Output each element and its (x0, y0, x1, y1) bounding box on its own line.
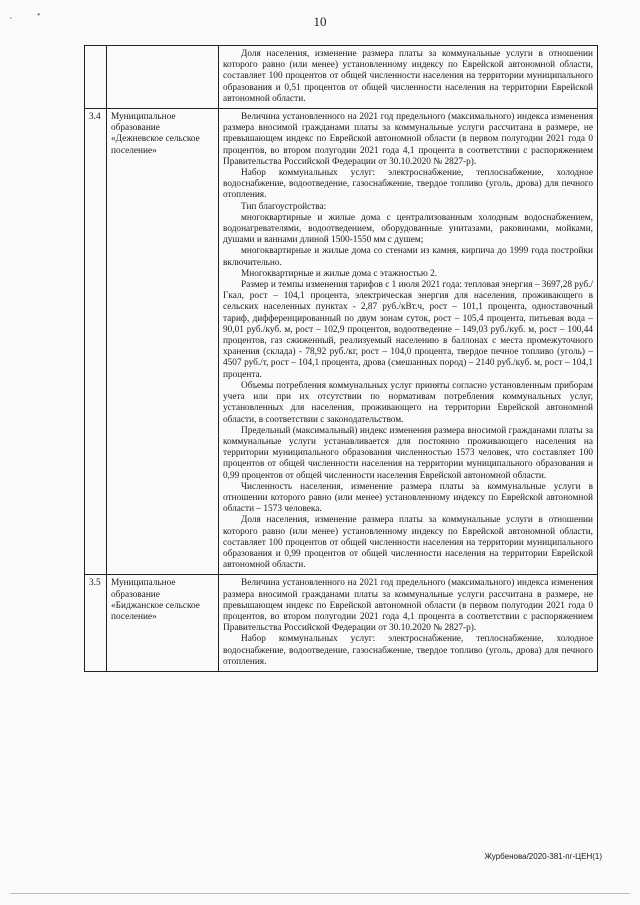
page-number: 10 (313, 14, 327, 29)
paragraph: Доля населения, изменение размера платы за коммунальные услуги в отношении которого равно (или менее) установленному индексу по Еврейской автономной области, составляет 100 процентов от общей численности населения на территории муниципального образования и 0,51 процентов от общей численности населения на территории Еврейской автономной области. (223, 49, 593, 104)
table-row (85, 575, 598, 672)
paragraph: Величина установленного на 2021 год предельного (максимального) индекса изменения размера вносимой гражданами платы за коммунальные услуги рассчитана в размере, не превышающем индекс по Еврейской автономной области (в первом полугодии 2021 года 0 процентов, во втором полугодии 2021 года 4,1 процента в соответствии с распоряжением Правительства Российской Федерации от 30.10.2020 № 2827-р). (223, 578, 593, 634)
paragraph: Многоквартирные и жилые дома с этажностью 2. (241, 268, 438, 279)
document-table (84, 45, 598, 672)
document-table-body (85, 46, 598, 672)
table-row (85, 46, 598, 109)
row-number: 3.5 (85, 575, 107, 672)
municipality-name: Муниципальное образование «Биджанское сельское поселение» (107, 575, 219, 672)
bottom-divider (10, 893, 630, 894)
paragraph: многоквартирные и жилые дома со стенами из камня, кирпича до 1999 года постройки включительно. (223, 246, 593, 268)
row-number: 3.4 (85, 109, 107, 575)
paragraph: Объемы потребления коммунальных услуг приняты согласно установленным приборам учета или при их отсутствии по нормативам потребления коммунальных услуг, установленных для населения, проживающего на территории Еврейской автономной области, в соответствии с законодательством. (223, 380, 593, 425)
table-row (85, 109, 598, 575)
paragraph: Тип благоустройства: (241, 201, 327, 212)
municipality-name (107, 46, 219, 109)
municipality-name: Муниципальное образование «Дежневское сельское поселение» (107, 109, 219, 575)
paragraph: Набор коммунальных услуг: электроснабжение, теплоснабжение, холодное водоснабжение, водоотведение, газоснабжение, твердое топливо (уголь, дрова) для печного отопления. (223, 634, 593, 667)
paragraph: Величина установленного на 2021 год предельного (максимального) индекса изменения размера вносимой гражданами платы за коммунальные услуги рассчитана в размере, не превышающем индекс по Еврейской автономной области (в первом полугодии 2021 года 0 процентов, во втором полугодии 2021 года 4,1 процента в соответствии с распоряжением Правительства Российской Федерации от 30.10.2020 № 2827-р). (223, 112, 593, 167)
row-description (219, 109, 598, 575)
paragraph: Набор коммунальных услуг: электроснабжение, теплоснабжение, холодное водоснабжение, водоотведение, газоснабжение, твердое топливо (уголь, дрова) для печного отопления. (223, 168, 593, 201)
paragraph: Доля населения, изменение размера платы за коммунальные услуги в отношении которого равно (или менее) установленному индексу по Еврейской автономной области, составляет 100 процентов от общей численности населения на территории муниципального образования и 0,99 процентов от общей численности населения на территории Еврейской автономной области. (223, 515, 593, 571)
paragraph: Численность населения, изменение размера платы за коммунальные услуги в отношении которого равно (или менее) установленному индексу по Еврейской автономной области – 1573 человека. (223, 481, 593, 515)
document-code: Журбенова/2020-381-пг-ЦЕН(1) (484, 852, 602, 861)
row-description (219, 575, 598, 672)
paragraph: Предельный (максимальный) индекс изменения размера вносимой гражданами платы за коммунальные услуги устанавливается для постоянно проживающего населения на территории муниципального образования численностью 1573 человек, что составляет 100 процентов от общей численности населения на территории муниципального образования и 0,99 процентов от общей численности населения Еврейской автономной области. (223, 425, 593, 481)
row-description (219, 46, 598, 109)
scan-mark: * (37, 12, 41, 20)
scan-mark: , (10, 12, 12, 20)
row-number (85, 46, 107, 109)
paragraph: Размер и темпы изменения тарифов с 1 июля 2021 года: тепловая энергия – 3697,28 руб./Гкал, рост – 104,1 процента, электрическая энергия для населения, проживающего в сельских населенных пунктах - 2,87 руб./кВт.ч, рост – 101,1 процента, одноставочный тариф, дифференцированный по двум зонам суток, рост – 105,4 процента, питьевая вода – 90,01 руб./куб. м, рост – 102,9 процентов, водоотведение – 149,03 руб./куб. м, рост – 100,44 процентов, газ сжиженный, реализуемый населению в баллонах с места промежуточного хранения (склада) - 78,92 руб./кг, рост – 104,0 процента, твердое печное топливо (уголь) – 4507 руб./т, рост – 104,1 процента, дрова (смешанных пород) – 2140 руб./куб. м, рост – 104,1 процента. (223, 280, 594, 380)
paragraph: многоквартирные и жилые дома с централизованным холодным водоснабжением, водонагревателями, водоотведением, оборудованные унитазами, раковинами, мойками, душами и ваннами длиной 1500-1550 мм с душем; (223, 212, 593, 246)
